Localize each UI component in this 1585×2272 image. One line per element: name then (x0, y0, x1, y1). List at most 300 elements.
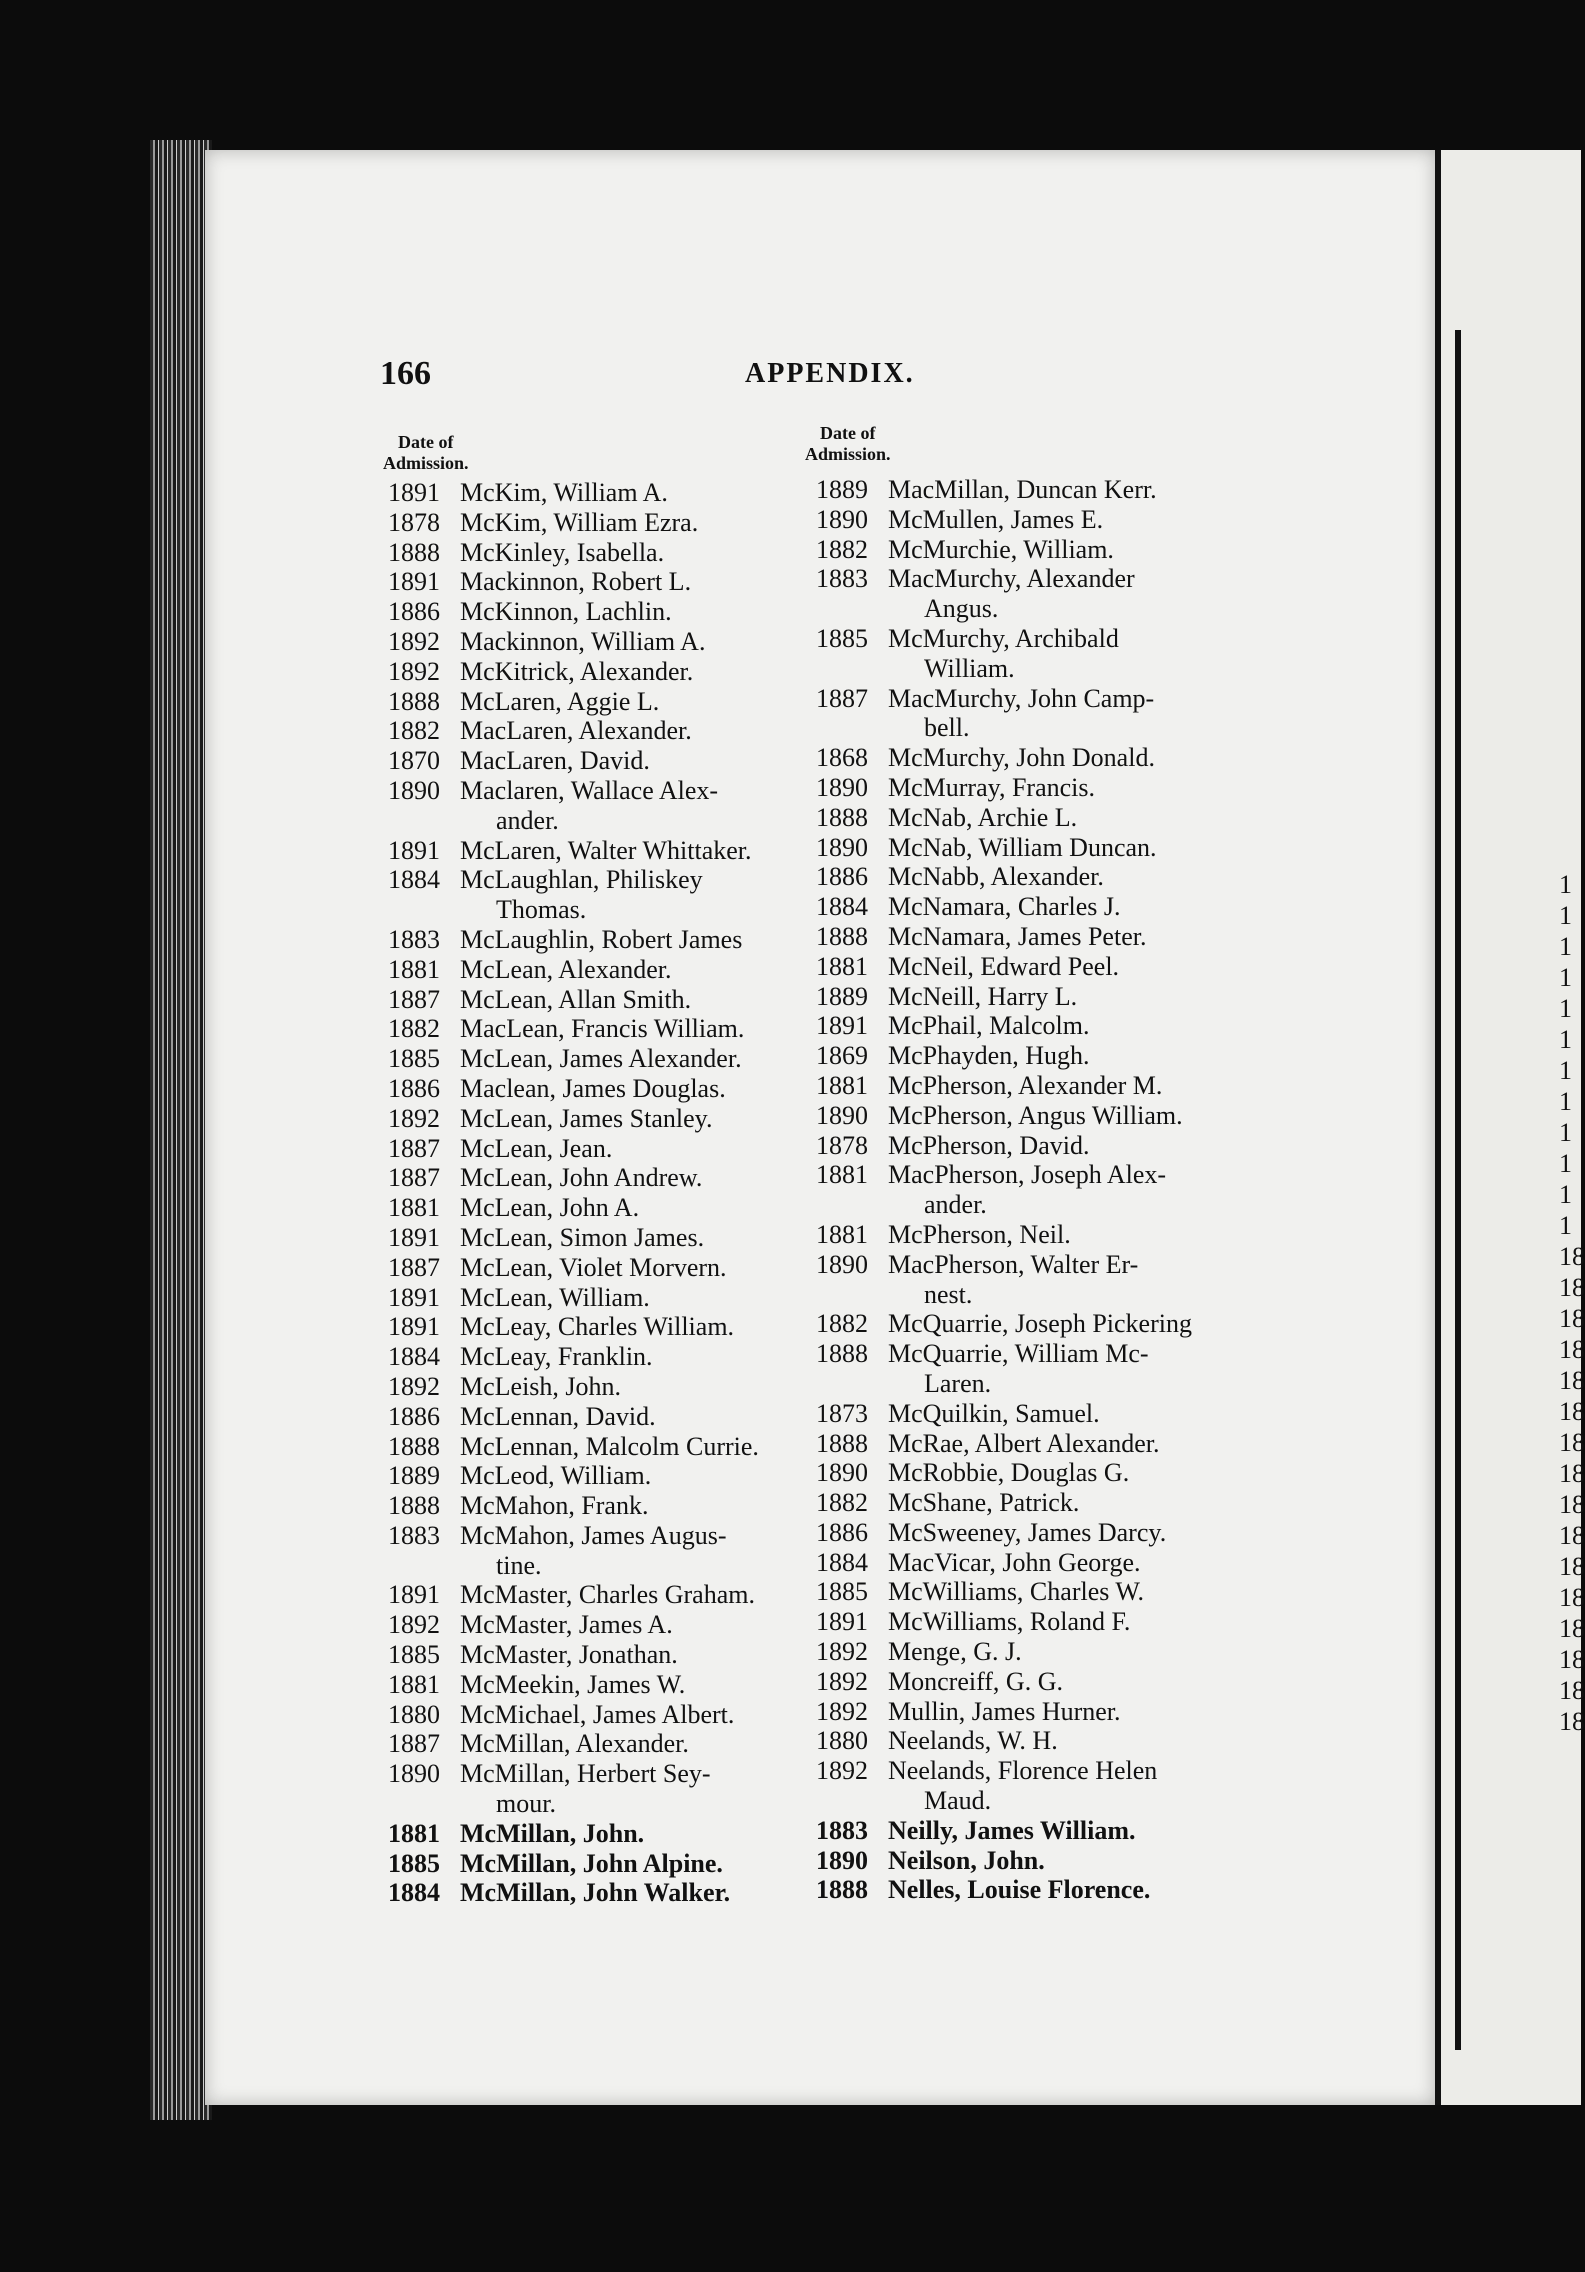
admission-year: 1878 (816, 1130, 868, 1160)
admission-year: 1890 (816, 1249, 868, 1279)
member-name: McNamara, James Peter. (888, 921, 1147, 951)
member-name: McQuarrie, Joseph Pickering (888, 1309, 1192, 1339)
facing-page-fragment: 1 (1559, 1056, 1572, 1085)
member-name: McMaster, James A. (460, 1610, 673, 1640)
admission-year: 1880 (816, 1726, 868, 1756)
list-item (816, 1548, 1276, 1578)
admission-year: 1885 (816, 1577, 868, 1607)
list-item (388, 1193, 848, 1223)
member-name: McLeish, John. (460, 1371, 622, 1401)
member-name: McMullen, James E. (888, 504, 1104, 534)
member-name: Neilly, James William. (888, 1815, 1136, 1845)
list-item (816, 1667, 1276, 1697)
list-item (816, 1339, 1276, 1369)
facing-page-fragment: 18 (1559, 1428, 1585, 1457)
member-name: McLennan, David. (460, 1401, 656, 1431)
admission-year: 1890 (388, 1759, 440, 1789)
member-name: McLean, Allan Smith. (460, 984, 692, 1014)
list-item (816, 684, 1276, 714)
admission-year: 1888 (816, 1339, 868, 1369)
member-name: McPhayden, Hugh. (888, 1041, 1090, 1071)
admission-year: 1892 (388, 656, 440, 686)
list-item (816, 1458, 1276, 1488)
list-item (816, 1726, 1276, 1756)
list-item (388, 1640, 848, 1670)
admission-year: 1881 (816, 1070, 868, 1100)
admission-year: 1888 (388, 686, 440, 716)
member-name: Laren. (924, 1368, 992, 1398)
list-item (388, 1402, 848, 1432)
admission-year: 1888 (816, 802, 868, 832)
facing-page-fragment: 1 (1559, 1118, 1572, 1147)
member-name: McMillan, John Walker. (460, 1878, 731, 1908)
admission-year: 1891 (388, 1312, 440, 1342)
member-name: McMurray, Francis. (888, 772, 1095, 802)
left-column-list (388, 478, 848, 1908)
facing-page-fragment: 18 (1559, 1490, 1585, 1519)
list-item (388, 567, 848, 597)
member-name: McQuarrie, William Mc- (888, 1339, 1149, 1369)
member-name: McMillan, Alexander. (460, 1729, 689, 1759)
member-name: bell. (924, 713, 970, 743)
admission-year: 1881 (388, 954, 440, 984)
member-name: McLaren, Aggie L. (460, 686, 660, 716)
admission-year: 1885 (388, 1640, 440, 1670)
admission-year (816, 1786, 888, 1816)
member-name: McNamara, Charles J. (888, 892, 1121, 922)
list-item (816, 833, 1276, 863)
list-item (816, 1846, 1276, 1876)
list-item (388, 1253, 848, 1283)
member-name: nest. (924, 1279, 973, 1309)
member-name: McPherson, Angus William. (888, 1100, 1183, 1130)
member-name: MacLaren, David. (460, 746, 650, 776)
page-number: 166 (380, 355, 431, 392)
member-name: McMahon, Frank. (460, 1491, 649, 1521)
page-title: APPENDIX. (745, 358, 915, 389)
member-name: McKim, William Ezra. (460, 507, 699, 537)
list-item (388, 1580, 848, 1610)
member-name: MacMurchy, John Camp- (888, 683, 1155, 713)
admission-year (816, 713, 888, 743)
facing-page-fragment: 18 (1559, 1614, 1585, 1643)
admission-year: 1888 (388, 1491, 440, 1521)
member-name: MacMurchy, Alexander (888, 564, 1135, 594)
member-name: Moncreiff, G. G. (888, 1666, 1063, 1696)
admission-year: 1881 (816, 1219, 868, 1249)
list-item (388, 1223, 848, 1253)
admission-year: 1886 (388, 597, 440, 627)
member-name: Mullin, James Hurner. (888, 1696, 1121, 1726)
member-name: McLean, John Andrew. (460, 1163, 703, 1193)
admission-year: 1882 (388, 716, 440, 746)
list-item (388, 1461, 848, 1491)
admission-year: 1883 (816, 564, 868, 594)
list-item (388, 1729, 848, 1759)
member-name: MacLean, Francis William. (460, 1014, 745, 1044)
list-item (816, 1131, 1276, 1161)
list-item (816, 892, 1276, 922)
list-item (388, 1700, 848, 1730)
member-name: Mackinnon, William A. (460, 626, 706, 656)
member-name: McNabb, Alexander. (888, 862, 1104, 892)
list-item (816, 1786, 1276, 1816)
list-item (388, 1759, 848, 1789)
list-item (388, 1104, 848, 1134)
facing-page-fragment: 18 (1559, 1583, 1585, 1612)
facing-page-fragment: 18 (1559, 1335, 1585, 1364)
admission-year: 1883 (388, 1520, 440, 1550)
member-name: McKim, William A. (460, 478, 668, 507)
member-name: McNab, Archie L. (888, 802, 1078, 832)
list-item (816, 1220, 1276, 1250)
member-name: McRae, Albert Alexander. (888, 1428, 1160, 1458)
list-item (816, 1369, 1276, 1399)
list-item (816, 1041, 1276, 1071)
member-name: Mackinnon, Robert L. (460, 567, 692, 597)
list-item (388, 538, 848, 568)
admission-year: 1891 (388, 835, 440, 865)
list-item (388, 955, 848, 985)
facing-page-edge (1435, 150, 1585, 2105)
admission-year: 1887 (388, 1163, 440, 1193)
list-item (388, 1372, 848, 1402)
list-item (816, 952, 1276, 982)
list-item (388, 1849, 848, 1879)
member-name: McPherson, Neil. (888, 1219, 1071, 1249)
list-item (816, 1190, 1276, 1220)
facing-page-fragment: 1 (1559, 870, 1572, 899)
list-item (816, 862, 1276, 892)
facing-page-fragment: 18 (1559, 1459, 1585, 1488)
admission-year (816, 654, 888, 684)
member-name: Menge, G. J. (888, 1637, 1022, 1667)
member-name: McLean, John A. (460, 1193, 640, 1223)
admission-year: 1881 (816, 1160, 868, 1190)
admission-year: 1890 (816, 832, 868, 862)
list-item (388, 746, 848, 776)
list-item (816, 624, 1276, 654)
admission-year: 1887 (388, 1729, 440, 1759)
facing-page-fragment: 18 (1559, 1273, 1585, 1302)
admission-year: 1890 (816, 1100, 868, 1130)
member-name: McMurchy, Archibald (888, 623, 1119, 653)
admission-year: 1892 (388, 1610, 440, 1640)
facing-page-fragment: 18 (1559, 1304, 1585, 1333)
admission-year: 1881 (388, 1818, 440, 1848)
member-name: Neelands, Florence Helen (888, 1756, 1158, 1786)
list-item (816, 594, 1276, 624)
admission-year: 1885 (388, 1044, 440, 1074)
admission-year: 1882 (816, 1488, 868, 1518)
admission-year: 1892 (816, 1756, 868, 1786)
member-name: McMeekin, James W. (460, 1669, 686, 1699)
right-column-list (816, 475, 1276, 1905)
facing-page-fragment: 1 (1559, 932, 1572, 961)
admission-year: 1880 (388, 1699, 440, 1729)
member-name: McWilliams, Roland F. (888, 1607, 1131, 1637)
facing-page-fragment: 1 (1559, 1149, 1572, 1178)
facing-page-fragment: 1 (1559, 1087, 1572, 1116)
admission-year: 1884 (816, 1547, 868, 1577)
admission-year: 1892 (816, 1696, 868, 1726)
member-name: McLean, Jean. (460, 1133, 613, 1163)
list-item (388, 1789, 848, 1819)
admission-year (388, 895, 460, 925)
column-heading-line2: Admission. (383, 453, 469, 473)
list-item (388, 716, 848, 746)
member-name: Nelles, Louise Florence. (888, 1875, 1151, 1905)
member-name: McLeay, Charles William. (460, 1312, 735, 1342)
member-name: McMillan, John. (460, 1818, 645, 1848)
facing-page-fragment: 1 (1559, 994, 1572, 1023)
admission-year: 1886 (388, 1401, 440, 1431)
member-name: MacPherson, Joseph Alex- (888, 1160, 1167, 1190)
member-name: McMillan, Herbert Sey- (460, 1759, 711, 1789)
member-name: ander. (924, 1190, 987, 1220)
facing-page-fragment: 1 (1559, 1211, 1572, 1240)
admission-year: 1886 (816, 862, 868, 892)
member-name: McMillan, John Alpine. (460, 1848, 723, 1878)
admission-year (388, 1551, 460, 1581)
member-name: McMahon, James Augus- (460, 1520, 727, 1550)
list-item (388, 1491, 848, 1521)
admission-year: 1883 (388, 924, 440, 954)
member-name: mour. (496, 1789, 556, 1819)
list-item (388, 1878, 848, 1908)
admission-year: 1891 (388, 567, 440, 597)
admission-year: 1882 (388, 1014, 440, 1044)
admission-year: 1884 (816, 892, 868, 922)
list-item (816, 982, 1276, 1012)
member-name: McLean, William. (460, 1282, 650, 1312)
list-item (388, 1283, 848, 1313)
list-item (816, 803, 1276, 833)
admission-year: 1888 (816, 1875, 868, 1905)
member-name: McKinnon, Lachlin. (460, 597, 672, 627)
member-name: tine. (496, 1550, 542, 1580)
admission-year: 1886 (388, 1073, 440, 1103)
admission-year: 1891 (388, 478, 440, 507)
member-name: McLean, Alexander. (460, 954, 672, 984)
list-item (816, 1756, 1276, 1786)
admission-year: 1891 (816, 1607, 868, 1637)
member-name: McMaster, Charles Graham. (460, 1580, 755, 1610)
list-item (388, 1432, 848, 1462)
list-item (816, 1488, 1276, 1518)
admission-year: 1884 (388, 1342, 440, 1372)
member-name: McLaren, Walter Whittaker. (460, 835, 752, 865)
admission-year: 1888 (816, 1428, 868, 1458)
member-name: ander. (496, 805, 559, 835)
member-name: Thomas. (496, 895, 587, 925)
list-item (816, 1280, 1276, 1310)
facing-page-fragment: 1 (1559, 1025, 1572, 1054)
list-item (816, 743, 1276, 773)
facing-page-fragment: 18 (1559, 1242, 1585, 1271)
facing-page-fragment: 1 (1559, 901, 1572, 930)
admission-year (816, 1190, 888, 1220)
member-name: MacVicar, John George. (888, 1547, 1141, 1577)
list-item (388, 478, 848, 508)
list-item (816, 1875, 1276, 1905)
admission-year: 1885 (388, 1848, 440, 1878)
admission-year: 1881 (388, 1193, 440, 1223)
admission-year: 1891 (388, 1580, 440, 1610)
member-name: Angus. (924, 594, 999, 624)
admission-year: 1881 (816, 951, 868, 981)
list-item (388, 1044, 848, 1074)
admission-year: 1883 (816, 1815, 868, 1845)
admission-year: 1889 (388, 1461, 440, 1491)
member-name: McLean, Violet Morvern. (460, 1252, 727, 1282)
admission-year: 1887 (816, 683, 868, 713)
list-item (816, 1160, 1276, 1190)
facing-page-fragment: 18 (1559, 1707, 1585, 1736)
list-item (388, 657, 848, 687)
list-item (816, 1011, 1276, 1041)
list-item (816, 1816, 1276, 1846)
admission-year: 1882 (816, 1309, 868, 1339)
admission-year: 1885 (816, 623, 868, 653)
admission-year: 1890 (388, 775, 440, 805)
admission-year: 1887 (388, 1252, 440, 1282)
member-name: McMurchie, William. (888, 534, 1114, 564)
admission-year: 1886 (816, 1517, 868, 1547)
member-name: MacMillan, Duncan Kerr. (888, 475, 1157, 504)
admission-year: 1891 (816, 1011, 868, 1041)
admission-year: 1890 (816, 1845, 868, 1875)
member-name: McPherson, Alexander M. (888, 1070, 1163, 1100)
list-item (388, 895, 848, 925)
member-name: McLennan, Malcolm Currie. (460, 1431, 759, 1461)
list-item (388, 1610, 848, 1640)
list-item (816, 1399, 1276, 1429)
admission-year (388, 806, 460, 836)
member-name: McMaster, Jonathan. (460, 1640, 678, 1670)
list-item (816, 505, 1276, 535)
column-heading-line2: Admission. (805, 444, 891, 464)
admission-year (816, 594, 888, 624)
member-name: Neelands, W. H. (888, 1726, 1058, 1756)
list-item (816, 1309, 1276, 1339)
list-item (816, 1697, 1276, 1727)
list-item (816, 713, 1276, 743)
list-item (388, 836, 848, 866)
list-item (816, 654, 1276, 684)
member-name: McSweeney, James Darcy. (888, 1517, 1167, 1547)
book-binding (150, 140, 212, 2120)
list-item (816, 1071, 1276, 1101)
list-item (388, 508, 848, 538)
member-name: McMurchy, John Donald. (888, 743, 1155, 773)
list-item (816, 475, 1276, 505)
list-item (816, 1607, 1276, 1637)
admission-year: 1892 (388, 1103, 440, 1133)
member-name: MacPherson, Walter Er- (888, 1249, 1139, 1279)
admission-year: 1890 (816, 1458, 868, 1488)
right-column-heading (805, 423, 891, 465)
member-name: McLeay, Franklin. (460, 1342, 653, 1372)
member-name: McLaughlin, Robert James (460, 924, 743, 954)
member-name: McKitrick, Alexander. (460, 656, 694, 686)
admission-year: 1888 (388, 537, 440, 567)
member-name: McPherson, David. (888, 1130, 1090, 1160)
member-name: McPhail, Malcolm. (888, 1011, 1090, 1041)
column-heading-line1: Date of (820, 423, 876, 443)
admission-year: 1873 (816, 1398, 868, 1428)
member-name: MacLaren, Alexander. (460, 716, 692, 746)
list-item (388, 1342, 848, 1372)
admission-year: 1884 (388, 865, 440, 895)
facing-page-fragment: 1 (1559, 1180, 1572, 1209)
member-name: McLean, James Alexander. (460, 1044, 742, 1074)
list-item (388, 1074, 848, 1104)
list-item (816, 922, 1276, 952)
list-item (816, 535, 1276, 565)
admission-year: 1888 (816, 921, 868, 951)
admission-year: 1882 (816, 534, 868, 564)
list-item (388, 985, 848, 1015)
member-name: McLeod, William. (460, 1461, 652, 1491)
admission-year: 1888 (388, 1431, 440, 1461)
list-item (816, 773, 1276, 803)
admission-year: 1892 (816, 1637, 868, 1667)
member-name: McNab, William Duncan. (888, 832, 1157, 862)
facing-page-fragment: 18 (1559, 1397, 1585, 1426)
list-item (388, 1134, 848, 1164)
list-item (388, 865, 848, 895)
list-item (388, 1551, 848, 1581)
member-name: Maclean, James Douglas. (460, 1073, 726, 1103)
member-name: McLean, James Stanley. (460, 1103, 713, 1133)
facing-page-fragment: 18 (1559, 1645, 1585, 1674)
admission-year: 1884 (388, 1878, 440, 1908)
left-column-heading (383, 432, 469, 474)
admission-year (388, 1789, 460, 1819)
list-item (816, 1429, 1276, 1459)
admission-year: 1870 (388, 746, 440, 776)
list-item (388, 627, 848, 657)
admission-year: 1878 (388, 507, 440, 537)
list-item (816, 1637, 1276, 1667)
admission-year (816, 1280, 888, 1310)
list-item (816, 1101, 1276, 1131)
member-name: McShane, Patrick. (888, 1488, 1080, 1518)
member-name: Neilson, John. (888, 1845, 1045, 1875)
member-name: McLaughlan, Philiskey (460, 865, 703, 895)
list-item (388, 687, 848, 717)
list-item (388, 1014, 848, 1044)
member-name: McRobbie, Douglas G. (888, 1458, 1130, 1488)
member-name: Maud. (924, 1786, 992, 1816)
member-name: Maclaren, Wallace Alex- (460, 775, 719, 805)
member-name: McNeill, Harry L. (888, 981, 1078, 1011)
admission-year: 1892 (388, 626, 440, 656)
admission-year: 1891 (388, 1222, 440, 1252)
admission-year (816, 1369, 888, 1399)
facing-page-fragment: 18 (1559, 1521, 1585, 1550)
member-name: McMichael, James Albert. (460, 1699, 735, 1729)
member-name: William. (924, 653, 1015, 683)
facing-page-fragment: 1 (1559, 963, 1572, 992)
list-item (388, 776, 848, 806)
admission-year: 1890 (816, 772, 868, 802)
list-item (388, 1163, 848, 1193)
member-name: McQuilkin, Samuel. (888, 1398, 1100, 1428)
list-item (816, 564, 1276, 594)
admission-year: 1869 (816, 1041, 868, 1071)
